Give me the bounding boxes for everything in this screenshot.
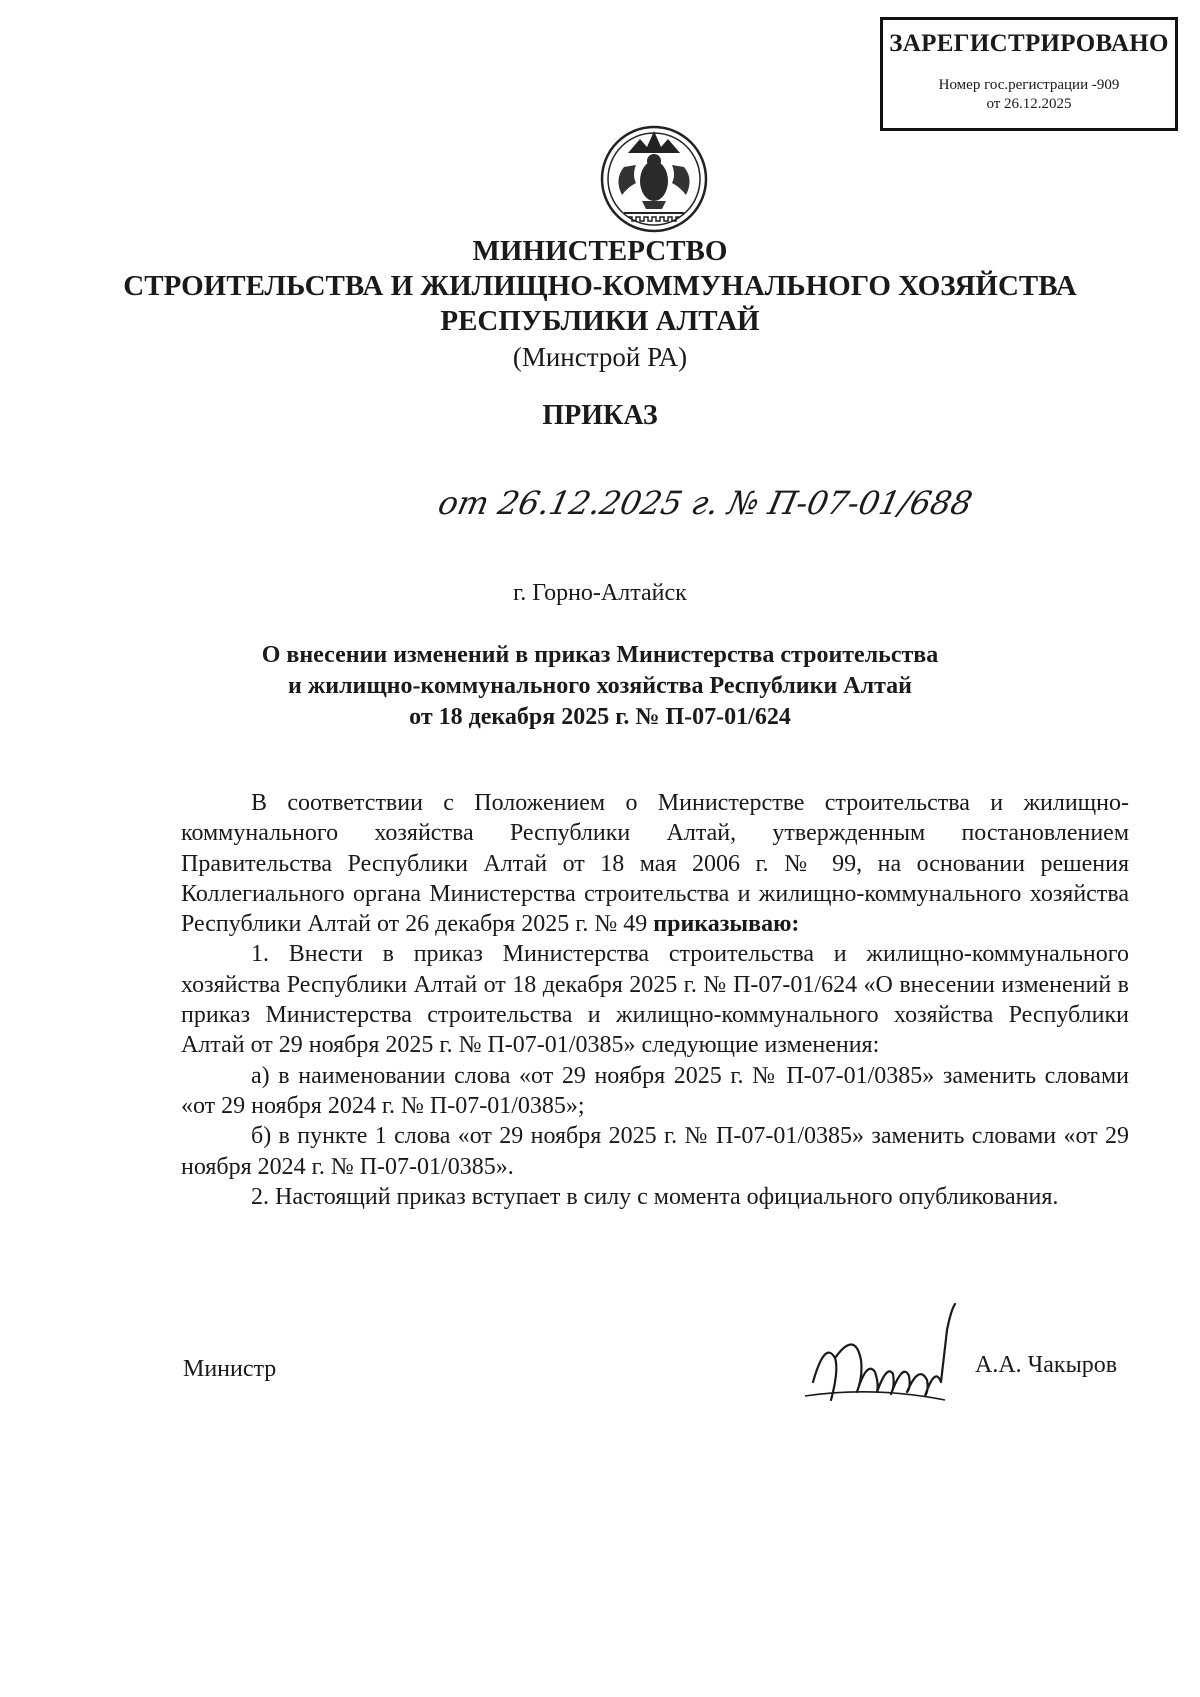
ministry-header: [0, 234, 1200, 375]
body-item-2: 2. Настоящий приказ вступает в силу с момента официального опубликования.: [251, 1183, 1059, 1210]
order-subject: [0, 640, 1200, 733]
registration-stamp: [880, 17, 1178, 131]
signatory-name: А.А. Чакыров: [975, 1352, 1118, 1378]
registration-stamp-title: ЗАРЕГИСТРИРОВАНО: [889, 30, 1169, 57]
registration-date: от 26.12.2025: [986, 96, 1072, 112]
handwritten-date-text: от 26.12.2025 г. № П-07-01/688: [434, 484, 976, 522]
body-item-1a: а) в наименовании слова «от 29 ноября 2025 г. № П-07-01/0385» заменить словами «от 29 ноября 2024 г. № П-07-01/0385»;: [181, 1062, 1129, 1119]
ministry-header-line3: РЕСПУБЛИКИ АЛТАЙ: [440, 305, 760, 337]
order-subject-line2: и жилищно-коммунального хозяйства Республики Алтай: [288, 673, 912, 699]
body-intro-text: В соответствии с Положением о Министерстве строительства и жилищно-коммунального хозяйства Республики Алтай, утвержденным постановлением Правительства Республики Алтай от 18 мая 2006 г. № 99, на основании решения Коллегиального органа Министерства строительства и жилищно-коммунального хозяйства Республики Алтай от 26 декабря 2025 г. № 49: [181, 790, 1129, 938]
handwritten-signature: [795, 1300, 975, 1415]
order-body: [181, 788, 1129, 1212]
order-subject-line3: от 18 декабря 2025 г. № П-07-01/624: [409, 704, 791, 730]
ministry-abbreviation: (Минстрой РА): [512, 342, 688, 372]
handwritten-date-number: [434, 470, 976, 532]
order-title: ПРИКАЗ: [542, 400, 658, 431]
body-intro-directive: приказываю:: [653, 911, 800, 938]
altai-republic-emblem-icon: [584, 117, 724, 235]
body-item-1b: б) в пункте 1 слова «от 29 ноября 2025 г. № П-07-01/0385» заменить словами «от 29 ноября 2024 г. № П-07-01/0385».: [181, 1123, 1129, 1180]
ministry-header-line1: МИНИСТЕРСТВО: [472, 235, 728, 267]
ministry-header-line2: СТРОИТЕЛЬСТВА И ЖИЛИЩНО-КОММУНАЛЬНОГО ХОЗЯЙСТВА: [123, 270, 1077, 302]
body-item-1: 1. Внести в приказ Министерства строительства и жилищно-коммунального хозяйства Республики Алтай от 18 декабря 2025 г. № П-07-01/624 «О внесении изменений в приказ Министерства строительства и жилищно-коммунального хозяйства Республики Алтай от 29 ноября 2025 г. № П-07-01/0385» следующие изменения:: [181, 941, 1129, 1059]
city: г. Горно-Алтайск: [513, 580, 687, 606]
order-subject-line1: О внесении изменений в приказ Министерства строительства: [261, 642, 939, 668]
body-intro: [181, 788, 1129, 939]
signatory-title: Министр: [183, 1356, 277, 1382]
registration-number: Номер гос.регистрации -909: [938, 77, 1120, 93]
